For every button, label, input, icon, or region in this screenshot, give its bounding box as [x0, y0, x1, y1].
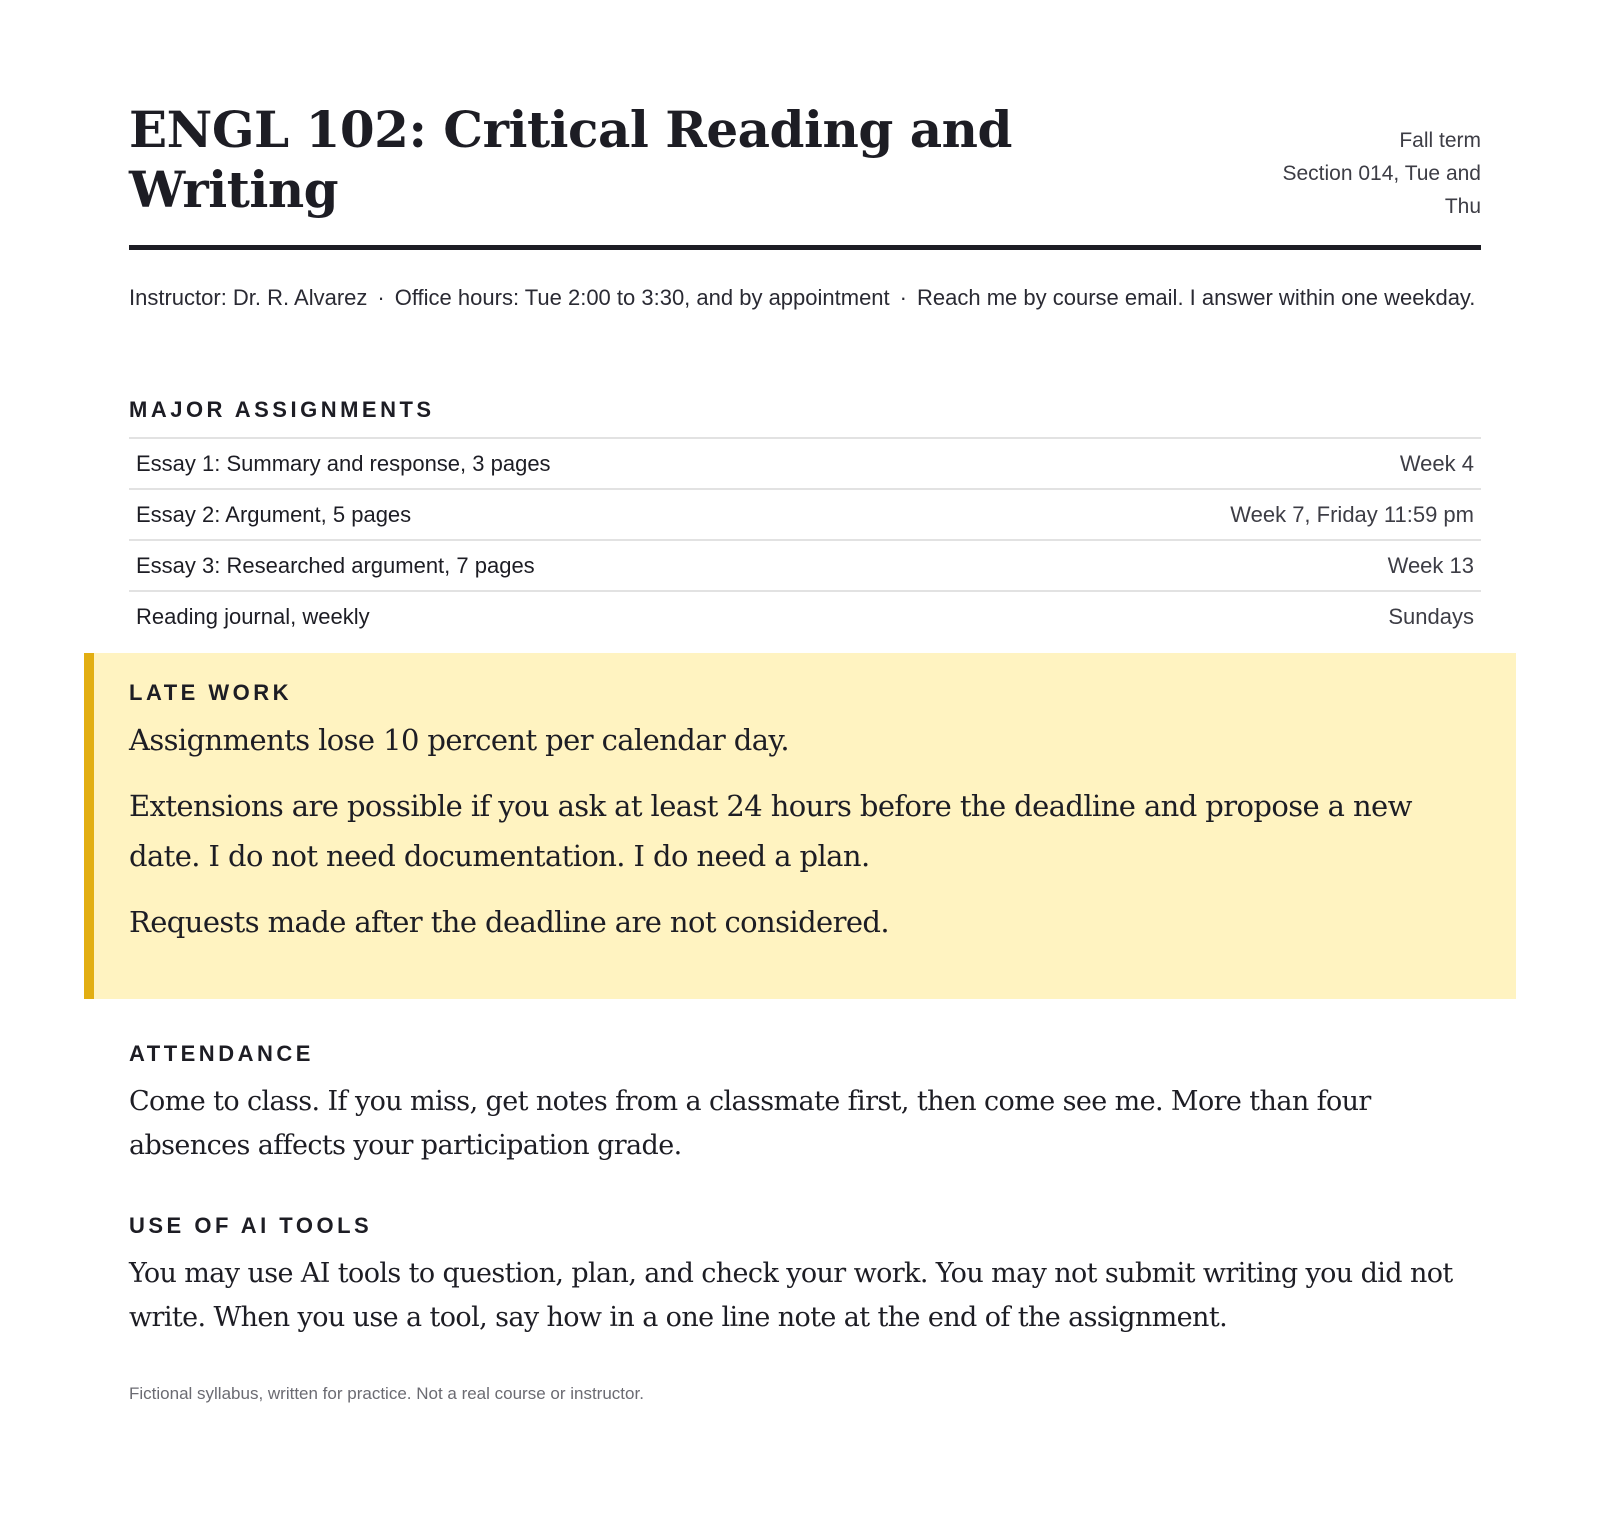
footer-note: Fictional syllabus, written for practice. Not a real course or instructor.	[129, 1384, 644, 1403]
ai-tools-text: You may use AI tools to question, plan, and check your work. You may not submit writing you did not write. When you use a tool, say how in a one line note at the end of the assignment.	[129, 1258, 1453, 1333]
assignment-name: Essay 2: Argument, 5 pages	[136, 501, 412, 527]
assignment-row	[129, 592, 1481, 641]
late-work-heading: LATE WORK	[129, 680, 293, 705]
assignment-due: Week 7, Friday 11:59 pm	[1230, 501, 1474, 527]
assignment-name: Essay 3: Researched argument, 7 pages	[136, 552, 535, 578]
separator-dot: ·	[377, 285, 385, 310]
late-work-callout	[84, 653, 1516, 999]
assignments-table	[129, 437, 1481, 641]
assignment-row	[129, 439, 1481, 490]
assignment-due: Week 4	[1399, 450, 1474, 476]
term-info	[1241, 124, 1481, 223]
assignment-row	[129, 490, 1481, 541]
instructor-contact-line	[129, 279, 1481, 317]
assignment-due: Sundays	[1388, 603, 1474, 629]
instructor-name: Instructor: Dr. R. Alvarez	[129, 285, 368, 310]
syllabus-header	[129, 100, 1481, 250]
assignment-due: Week 13	[1387, 552, 1474, 578]
assignment-row	[129, 541, 1481, 592]
separator-dot: ·	[899, 285, 907, 310]
office-hours: Office hours: Tue 2:00 to 3:30, and by appointment	[394, 285, 890, 310]
page-title: ENGL 102: Critical Reading and Writing	[129, 100, 1012, 219]
attendance-heading: ATTENDANCE	[129, 1041, 314, 1066]
email-note: Reach me by course email. I answer within one weekday.	[917, 285, 1476, 310]
late-work-paragraph: Assignments lose 10 percent per calendar day.	[129, 723, 789, 757]
ai-tools-section	[129, 1212, 1481, 1340]
section-line-2: Thu	[1444, 195, 1481, 218]
attendance-section	[129, 1040, 1481, 1168]
ai-tools-heading: USE OF AI TOOLS	[129, 1213, 373, 1238]
assignment-name: Essay 1: Summary and response, 3 pages	[136, 450, 551, 476]
late-work-content	[129, 679, 1489, 963]
late-work-paragraph: Requests made after the deadline are not considered.	[129, 905, 889, 939]
section-line-1: Section 014, Tue and	[1282, 162, 1481, 185]
assignment-name: Reading journal, weekly	[136, 603, 370, 629]
attendance-text: Come to class. If you miss, get notes from a classmate first, then come see me. More than four absences affects your participation grade.	[129, 1086, 1371, 1161]
late-work-paragraph: Extensions are possible if you ask at least 24 hours before the deadline and propose a new date. I do not need documentation. I do need a plan.	[129, 789, 1412, 873]
term-label: Fall term	[1399, 129, 1481, 152]
assignments-heading: MAJOR ASSIGNMENTS	[129, 397, 435, 422]
